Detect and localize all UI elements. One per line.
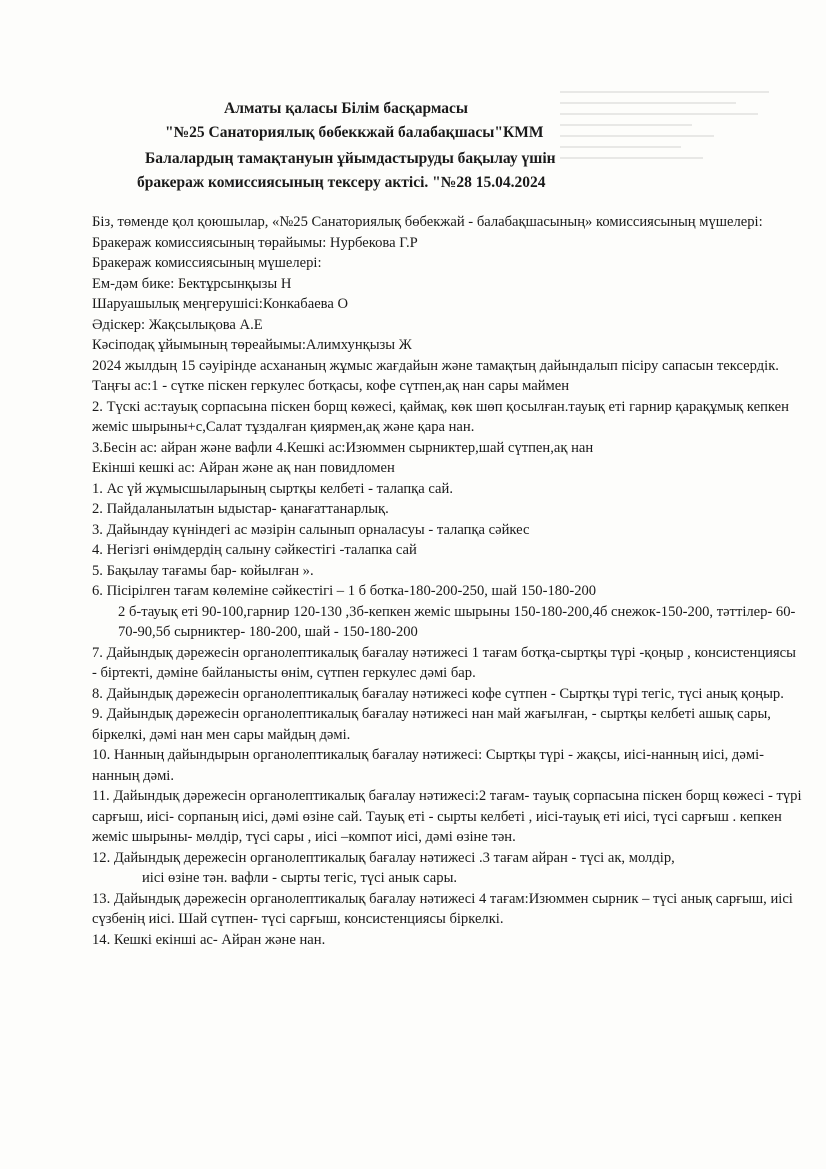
paragraph: 12. Дайындық дережесін органолептикалық бағалау нәтижесі .3 тағам айран - түсі ак, молдір, bbox=[92, 849, 675, 866]
paragraph: иісі өзіне тән. вафли - сырты тегіс, түсі анык сары. bbox=[142, 870, 458, 886]
paragraph: 1. Ас үй жұмысшыларының сыртқы келбеті - талапқа сай. bbox=[92, 480, 453, 497]
paragraph: Бракераж комиссиясының төрайымы: Нурбекова Г.Р bbox=[92, 234, 418, 251]
paragraph: Шаруашылық меңгерушісі:Конкабаева О bbox=[92, 296, 349, 312]
header-line-2: "№25 Санаториялық бөбеккжай балабақшасы"КММ bbox=[165, 124, 544, 141]
paragraph: 10. Нанның дайындырын органолептикалық бағалау нәтижесі: Сыртқы түрі - жақсы, иісі-нанның иісі, дәмі-нанның дәмі. bbox=[92, 747, 764, 784]
paragraph: Біз, төменде қол қоюшылар, «№25 Санаториялық бөбекжай - балабақшасының» комиссиясының мүшелері: bbox=[92, 214, 763, 230]
paragraph: 3. Дайындау күніндегі ас мәзірін салынып орналасуы - талапқа сәйкес bbox=[92, 521, 530, 538]
paragraph: Бракераж комиссиясының мүшелері: bbox=[92, 255, 322, 271]
paragraph: 6. Пісірілген тағам көлеміне сәйкестігі – 1 б ботка-180-200-250, шай 150-180-200 bbox=[92, 583, 597, 599]
paragraph: Таңғы ас:1 - сүтке піскен геркулес ботқасы, кофе сүтпен,ақ нан сары маймен bbox=[92, 378, 570, 394]
paragraph: 11. Дайындық дәрежесін органолептикалық бағалау нәтижесі:2 тағам- тауық сорпасына піскен борщ көжесі - түрі сарғыш, иісі- сорпаның иісі, дәмі өзіне сай. Тауық еті - сырты келбеті , иісі-тауық еті иісі, түсі сарғыш . кепкен жеміс шырыны- мөлдір, түсі сары , иісі –компот иісі, дәмі өзіне тән. bbox=[92, 788, 802, 845]
paragraph: 14. Кешкі екінші ас- Айран және нан. bbox=[92, 931, 326, 948]
paragraph: 2. Пайдаланылатын ыдыстар- қанағаттанарлық. bbox=[92, 501, 389, 517]
paragraph: 8. Дайындық дәрежесін органолептикалық бағалау нәтижесі кофе сүтпен - Сыртқы түрі тегіс, түсі анық қоңыр. bbox=[92, 685, 784, 702]
paragraph: 13. Дайындық дәрежесін органолептикалық бағалау нәтижесі 4 тағам:Изюммен сырник – түсі анық сарғыш, иісі сүзбенің иісі. Шай сүтпен- түсі сарғыш, консистенциясы біркелкі. bbox=[92, 890, 793, 927]
header-line-4: бракераж комиссиясының тексеру актісі. "№28 15.04.2024 bbox=[137, 174, 546, 191]
paragraph: 4. Негізгі өнімдердің салыну сәйкестігі -талапка сай bbox=[92, 542, 417, 558]
paragraph: 7. Дайындық дәрежесін органолептикалық бағалау нәтижесі 1 тағам ботқа-сыртқы түрі -қоңыр , консистенциясы - біртекті, дәміне байланысты өнім, сүтпен геркулес дәмі бар. bbox=[92, 644, 796, 681]
paragraph: Кәсіподақ ұйымының төреайымы:Алимхунқызы Ж bbox=[92, 337, 412, 353]
paragraph: 3.Бесін ас: айран және вафли 4.Кешкі ас:Изюммен сырниктер,шай сүтпен,ақ нан bbox=[92, 439, 594, 456]
header-line-3: Балалардың тамақтануын ұйымдастыруды бақылау үшін bbox=[145, 150, 556, 167]
paragraph: 9. Дайындық дәрежесін органолептикалық бағалау нәтижесі нан май жағылған, - сыртқы келбеті ашық сары, біркелкі, дәмі нан мен сары майдың дәмі. bbox=[92, 706, 771, 743]
header-line-1: Алматы қаласы Білім басқармасы bbox=[224, 100, 469, 117]
paragraph: Ем-дәм бике: Бектұрсынқызы Н bbox=[92, 275, 292, 292]
paragraph: 2. Түскі ас:тауық сорпасына піскен борщ көжесі, қаймақ, көк шөп қосылған.тауық еті гарнир қарақұмық кепкен жеміс шырыны+с,Салат тұздалған қиярмен,ақ және қара нан. bbox=[92, 398, 789, 435]
document-body bbox=[92, 212, 804, 950]
paragraph: 2 б-тауық еті 90-100,гарнир 120-130 ,3б-кепкен жеміс шырыны 150-180-200,4б снежок-150-200, тәттілер- 60-70-90,5б сырниктер- 180-200, шай - 150-180-200 bbox=[118, 603, 796, 640]
paragraph: 5. Бақылау тағамы бар- койылған ». bbox=[92, 562, 314, 579]
paragraph: 2024 жылдың 15 сәуірінде асхананың жұмыс жағдайын және тамақтың дайындалып пісіру сапасын тексердік. bbox=[92, 357, 779, 374]
paragraph: Әдіскер: Жақсылықова А.Е bbox=[92, 316, 263, 333]
paragraph: Екінші кешкі ас: Айран және ақ нан повидломен bbox=[92, 460, 395, 476]
